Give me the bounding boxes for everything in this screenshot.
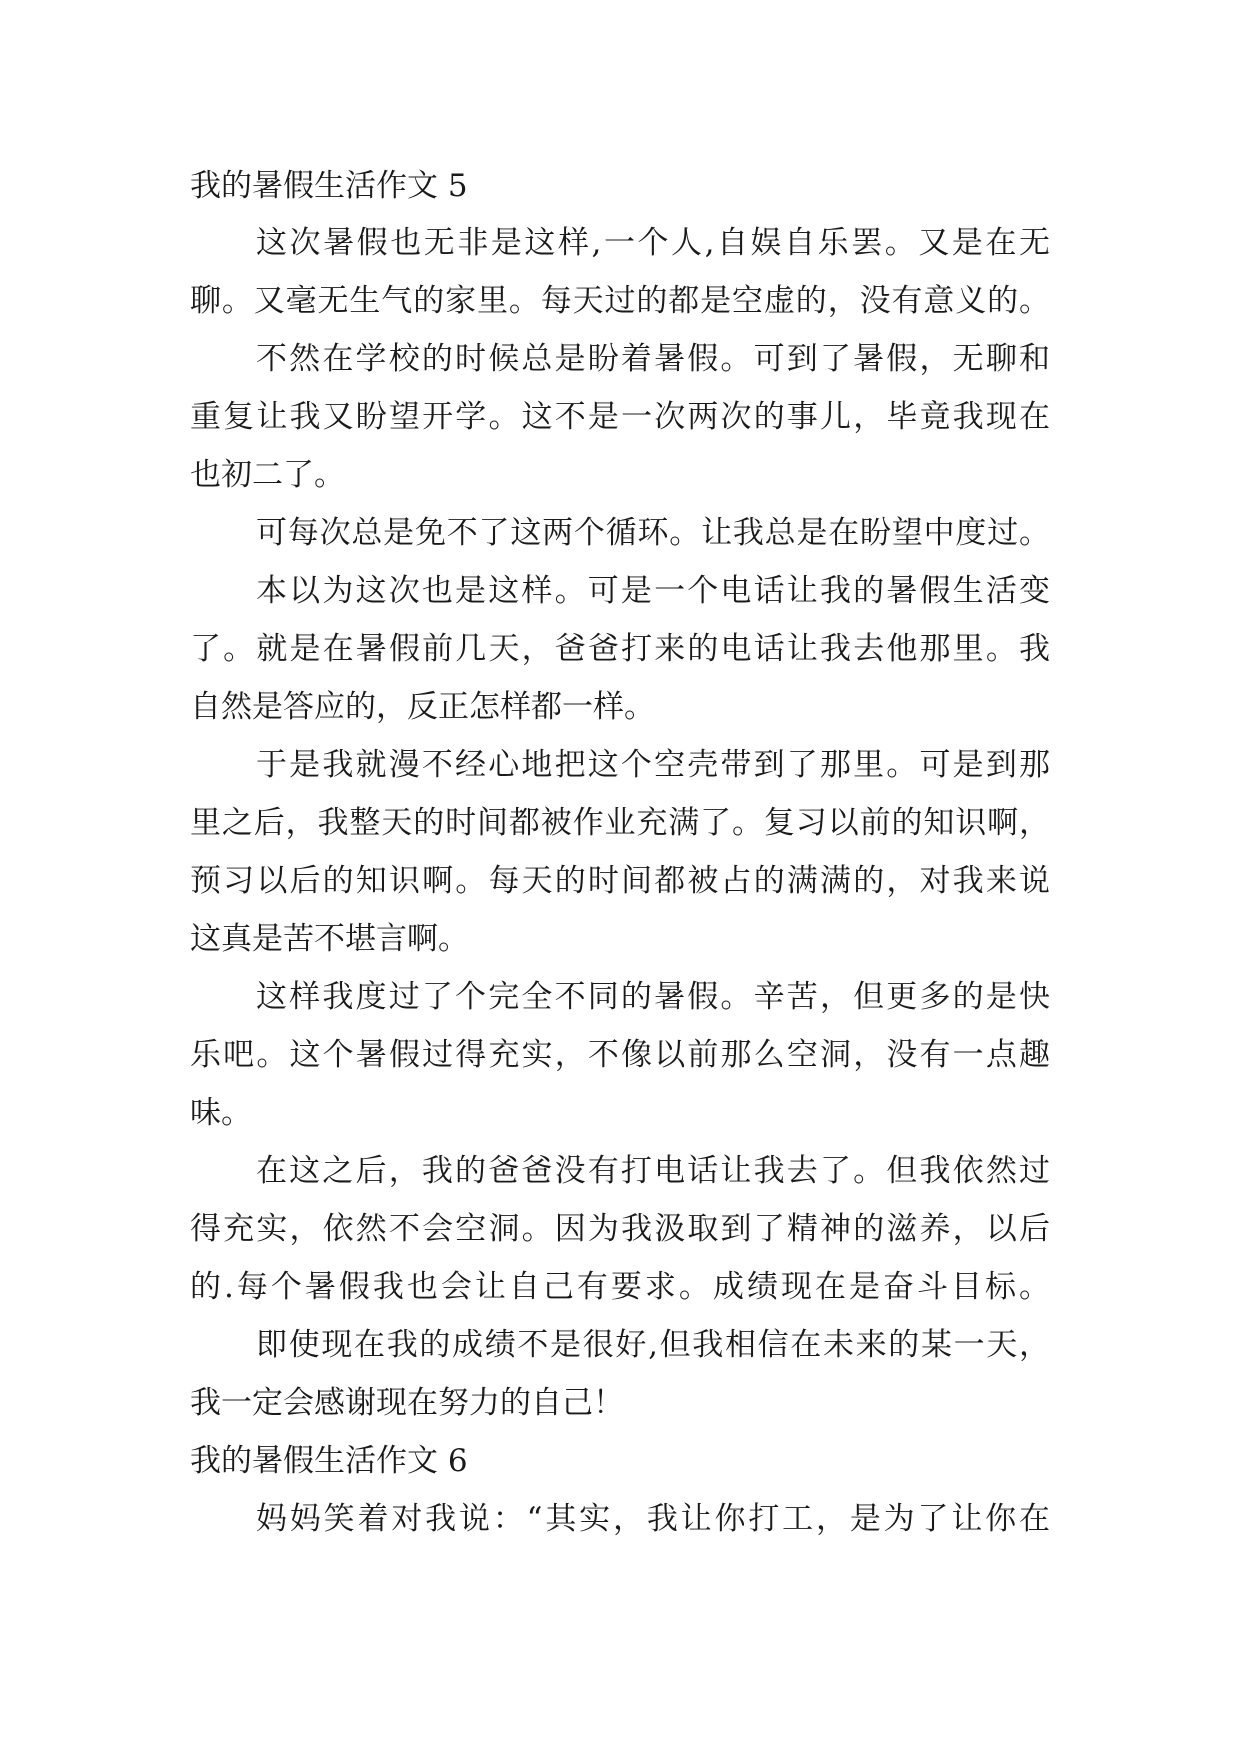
paragraph-line: 聊。又毫无生气的家里。每天过的都是空虚的，没有意义的。: [190, 283, 1050, 319]
essay-title: 我的暑假生活作文 6: [190, 1443, 468, 1479]
paragraph-line: 于是我就漫不经心地把这个空壳带到了那里。可是到那: [256, 747, 1050, 783]
paragraph-line: 不然在学校的时候总是盼着暑假。可到了暑假，无聊和: [256, 341, 1050, 377]
paragraph-line: 本以为这次也是这样。可是一个电话让我的暑假生活变: [256, 573, 1050, 609]
paragraph-line: 了。就是在暑假前几天，爸爸打来的电话让我去他那里。我: [190, 631, 1050, 667]
paragraph-line: 这样我度过了个完全不同的暑假。辛苦，但更多的是快: [256, 979, 1050, 1015]
paragraph-line: 味。: [190, 1095, 252, 1131]
paragraph-line: 自然是答应的，反正怎样都一样。: [190, 689, 655, 725]
paragraph-line: 里之后，我整天的时间都被作业充满了。复习以前的知识啊，: [190, 805, 1050, 841]
paragraph-line: 重复让我又盼望开学。这不是一次两次的事儿，毕竟我现在: [190, 399, 1050, 435]
paragraph-line: 我一定会感谢现在努力的自己！: [190, 1385, 624, 1421]
essay-title: 我的暑假生活作文 5: [190, 168, 468, 204]
paragraph-line: 这真是苦不堪言啊。: [190, 921, 469, 957]
paragraph-line: 妈妈笑着对我说：“其实，我让你打工，是为了让你在: [256, 1501, 1050, 1537]
paragraph-line: 即使现在我的成绩不是很好,但我相信在未来的某一天，: [256, 1327, 1050, 1363]
paragraph-line: 得充实，依然不会空洞。因为我汲取到了精神的滋养，以后: [190, 1211, 1050, 1247]
paragraph-line: 预习以后的知识啊。每天的时间都被占的满满的，对我来说: [190, 863, 1050, 899]
paragraph-line: 这次暑假也无非是这样,一个人,自娱自乐罢。又是在无: [256, 225, 1050, 261]
paragraph-line: 也初二了。: [190, 457, 345, 493]
paragraph-line: 的.每个暑假我也会让自己有要求。成绩现在是奋斗目标。: [190, 1269, 1050, 1305]
paragraph-line: 在这之后，我的爸爸没有打电话让我去了。但我依然过: [256, 1153, 1050, 1189]
paragraph-line: 可每次总是免不了这两个循环。让我总是在盼望中度过。: [256, 515, 1050, 551]
paragraph-line: 乐吧。这个暑假过得充实，不像以前那么空洞，没有一点趣: [190, 1037, 1050, 1073]
